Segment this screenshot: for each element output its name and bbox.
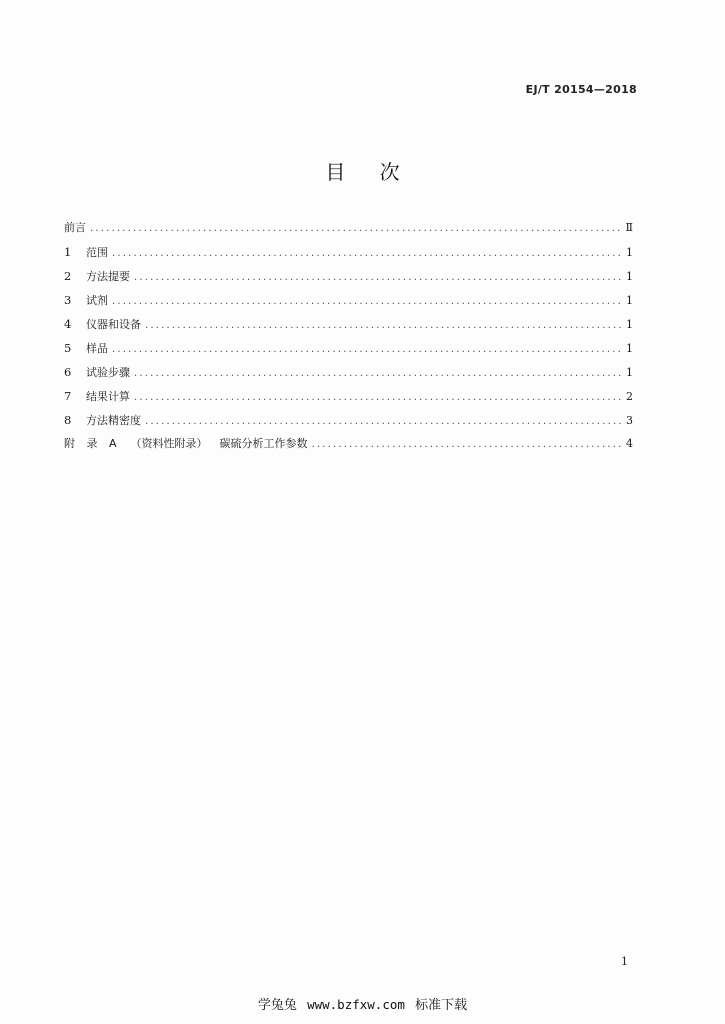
toc-entry-number: 5 <box>64 341 72 355</box>
toc-entry-page: 1 <box>626 342 633 355</box>
toc-title: 目 次 <box>325 160 414 184</box>
toc-entry-page: 1 <box>626 294 633 307</box>
annex-type: （资料性附录） <box>130 437 208 450</box>
toc-leader-dots <box>90 217 621 241</box>
toc-entry-label: 方法提要 <box>86 270 130 283</box>
toc-leader-dots <box>134 362 621 386</box>
toc-entry-number: 8 <box>64 413 72 427</box>
toc-entry-page: 1 <box>626 318 633 331</box>
toc-entry-number: 4 <box>64 317 72 331</box>
toc-entry-label: 仪器和设备 <box>86 318 141 331</box>
toc-entry-number: 7 <box>64 389 72 403</box>
watermark-site-name: 学兔兔 <box>257 998 297 1013</box>
toc-entry-method-summary[interactable] <box>64 264 633 288</box>
watermark-url[interactable]: www.bzfxw.com <box>307 997 405 1012</box>
toc-entry-precision[interactable] <box>64 408 633 432</box>
standard-code: EJ/T 20154—2018 <box>525 83 637 96</box>
toc-entry-page: Ⅱ <box>625 221 633 234</box>
toc-entry-foreword[interactable] <box>64 216 633 240</box>
toc-entry-page: 1 <box>626 246 633 259</box>
toc-entry-scope[interactable] <box>64 240 633 264</box>
toc-entry-label: 方法精密度 <box>86 414 141 427</box>
toc-entry-label: 范围 <box>86 246 108 259</box>
toc-entry-reagents[interactable] <box>64 288 633 312</box>
toc-entry-label: 样品 <box>86 342 108 355</box>
toc-leader-dots <box>112 338 621 362</box>
toc-leader-dots <box>145 314 621 338</box>
toc-leader-dots <box>112 242 621 266</box>
toc-entry-number: 6 <box>64 365 72 379</box>
download-watermark <box>0 994 725 1013</box>
toc-entry-label: 结果计算 <box>86 390 130 403</box>
toc-leader-dots <box>112 290 621 314</box>
toc-leader-dots <box>312 433 621 457</box>
toc-leader-dots <box>145 410 621 434</box>
annex-prefix: 附 录 A <box>64 437 121 450</box>
toc-entry-page: 1 <box>626 270 633 283</box>
toc-entry-label: 碳硫分析工作参数 <box>219 437 308 450</box>
toc-leader-dots <box>134 266 621 290</box>
toc-entry-number: 3 <box>64 293 72 307</box>
toc-entry-number: 2 <box>64 269 72 283</box>
toc-entry-page: 1 <box>626 366 633 379</box>
toc-entry-page: 2 <box>626 390 633 403</box>
toc-leader-dots <box>134 386 621 410</box>
toc-entry-page: 3 <box>626 414 633 427</box>
table-of-contents <box>64 216 633 456</box>
toc-entry-page: 4 <box>626 437 633 450</box>
toc-entry-procedure[interactable] <box>64 360 633 384</box>
toc-entry-label: 试剂 <box>86 294 108 307</box>
toc-entry-calculation[interactable] <box>64 384 633 408</box>
toc-entry-label: 前言 <box>64 221 86 234</box>
toc-entry-samples[interactable] <box>64 336 633 360</box>
toc-entry-number: 1 <box>64 245 72 259</box>
toc-entry-label: 试验步骤 <box>86 366 130 379</box>
toc-entry-apparatus[interactable] <box>64 312 633 336</box>
watermark-tagline: 标准下载 <box>415 998 468 1013</box>
page-number: 1 <box>621 955 628 968</box>
toc-entry-annex-a[interactable] <box>64 432 633 456</box>
